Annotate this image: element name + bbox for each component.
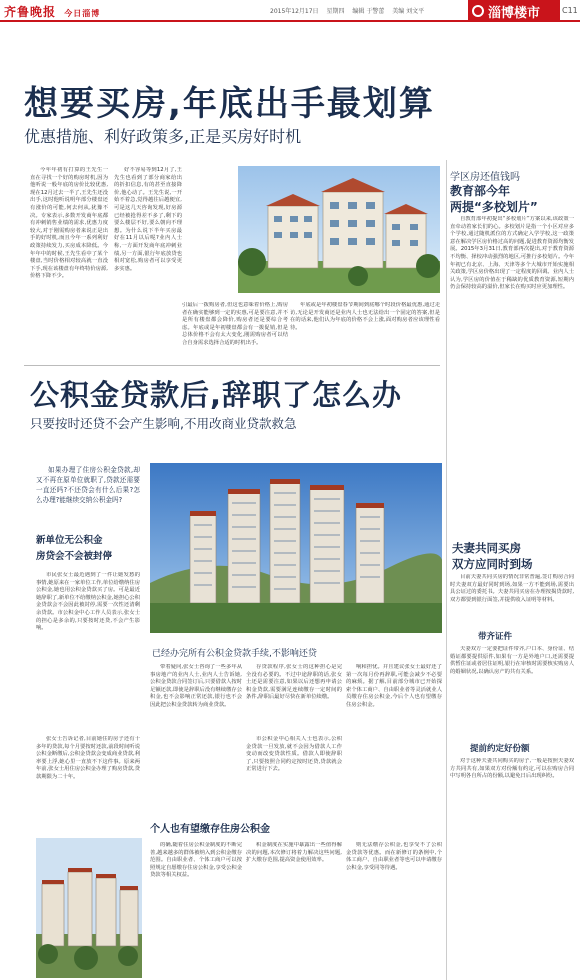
editor-credit: 编辑 于警蕾	[352, 8, 385, 15]
issue-meta	[270, 6, 430, 15]
article2-column-2: 带着疑问,张女士咨询了一些多年从事房地产的业内人士,业内人士告诉她,公积金贷款合同签订后,只要借款人按时足额还款,即使是辞职后没有继续缴存公积金,也不会影响正常还款,银行也不会因此把公积金贷款转为商业贷款。	[150, 664, 242, 708]
sidebar-divider	[446, 160, 447, 980]
article2-subhead1-line1: 新单位无公积金	[36, 535, 103, 546]
section-divider	[24, 365, 440, 366]
sidebar1-headline-line1: 教育部今年	[450, 184, 511, 198]
issue-date: 2015年12月17日	[270, 8, 319, 15]
sidebar2-section-b: 提前约定好份额	[470, 744, 530, 754]
article2-column-1: 市民张女士最近遇到了一件让她发愁的事情,她原来在一家单位工作,单位给缴纳住房公积金,她也用公积金贷款买了房。可是最近她辞职了,新单位不给缴纳公积金,她担心公积金贷款会不会因此被封停,需要一次性还清剩余贷款。市公积金中心工作人员表示,张女士的担心是多余的,只要按时还贷,不会产生影响。	[36, 572, 140, 632]
sidebar2-headline-line1: 夫妻共同买房	[452, 541, 521, 555]
article1-column-3: 引最后一拨购房者,但这也意味着价格上,购房者在确实能够到一定的实惠,可是要注意,并不是所有楼盘都会降价,购房者还是要综合考虑。年底或是年初楼盘都会有一拨促销,但是总体价格不会有太大变化,刚需购房者可以结合自身需求选择合适的时机出手。	[182, 302, 288, 346]
designer-credit: 美编 刘文平	[392, 8, 425, 15]
section-banner	[468, 0, 560, 22]
article2-subhead2: 个人也有望缴存住房公积金	[150, 824, 270, 835]
edition-name: 今日淄博	[64, 8, 101, 18]
issue-weekday: 星期四	[326, 8, 345, 15]
sidebar2-section-a: 带齐证件	[478, 632, 513, 642]
article2-column-3: 存贷款程序,张女士的这种担心是完全没有必要的。不过中途辞职的话,张女士还是需要注意,如果以后还想再申请公积金贷款,需要满足连续缴存一定时间的条件,辞职后最好尽快在新单位续缴。	[246, 664, 342, 701]
sidebar2-headline-line2: 双方应同时到场	[452, 557, 533, 571]
article2-column-5: 响和担忧。并且建议张女士最好还了第一次每月份再辞职,可能会减少不必要的麻烦。据了解,目前部分城市已开始探索个体工商户、自由职业者等灵活就业人员缴存住房公积金,今后个人也有望缴存住房公积金。	[346, 664, 442, 708]
sidebar1-kicker: 学区房还值钱吗	[450, 172, 520, 183]
sidebar2-section-b-body: 对于这种夫妻共同购买的房子,一般是按照夫妻双方共同共有,如果双方对份额有约定,可以在购房合同中写明各自所占的份额,以避免日后出现纠纷。	[450, 758, 574, 780]
article1-column-3b: 年底或是年初楼盘春节期间到底哪个时段价格最优惠,通过走访,无论是开发商还是业内人士也无法给出一个固定的答案,但是在的话来,他们认为年底的价格不会上涨,面对购房者应该理性看待。	[290, 302, 440, 331]
article2-subheadline: 只要按时还贷不会产生影响,不用改商业贷款救急	[30, 416, 297, 431]
article1-subheadline: 优惠措施、利好政策多,正是买房好时机	[24, 127, 302, 146]
article2-column-6: 的确,随着住房公积金制度的不断完善,越来越多的群体被纳入到公积金缴存范围。自由职业者、个体工商户可以按照规定自愿缴存住房公积金,享受公积金贷款等相关权益。	[150, 842, 242, 879]
article1-column-2: 好不容易等到12月了,王先生也看到了部分商家给出的折扣信息,有的甚至直接降价,他心动了。王先生说,一开始不着急,觉得越往后越便宜,可是这几天咨询发现,好房源已经被抢得差不多了,剩下的要么楼层不好,要么朝向不理想。为什么说下半年买房最好在11月以后呢?业内人士称,一方面开发商年底冲刺业绩,另一方面,银行年底放贷也相对宽松,购房者可以享受更多实惠。	[114, 167, 182, 272]
article2-lead: 如果办理了住房公积金贷款,却又不再在原单位就职了,贷款还需要一直还吗?不还贷会有什么后果?怎么办理?能继续交纳公积金吗?	[36, 466, 140, 504]
article2-column-1b: 张女士告诉记者,目前她住的房子还有十多年的贷款,每个月要按时还款,前段时间听说公积金断缴后,公积金贷款会变成商业贷款,利率要上浮,她心里一直放不下这件事。原来两年前,张女士用住房公积金办理了购房贷款,贷款期限为二十年。	[36, 736, 140, 780]
brand-logo-icon	[472, 5, 484, 17]
section-title: 淄博楼市	[488, 5, 541, 21]
paper-logo	[4, 3, 100, 20]
article2-column-7: 积金制度在实施中暴露出一些值得解决的问题,本次修订将着力解决这些问题,扩大缴存范围,提高资金使用效率。	[246, 842, 342, 864]
article1-headline: 想要买房,年底出手最划算	[24, 84, 435, 124]
article1-photo	[238, 166, 440, 293]
sidebar1-body: 自教育部年初提出“多校划片”方案以来,该政策一直牵动着家长们的心。多校划片是指一个小区对应多个学校,通过随机派位的方式确定入学学校,这一政策意在解决学区房价格过高的问题,促进教育资源均衡发展。2015年3月31日,教育部再次提出,对于教育资源不均衡、择校冲动强烈的地区,可推行多校划片。今年年初已有北京、上海、天津等多个大城市开始实施相关政策,学区房价格出现了一定程度的回调。业内人士认为,学区房的价值在于稀缺的优质教育资源,短期内仍会保持较高的溢价,但家长在购买时应更加理性。	[450, 216, 574, 291]
page-number: C11	[562, 6, 578, 15]
article2-headline: 公积金贷款后,辞职了怎么办	[30, 378, 403, 412]
article2-photo-caption: 已经办完所有公积金贷款手续,不影响还贷	[152, 649, 317, 659]
article1-column-1: 今年年初有打算的王先生一直在寻找一个好的购房时机,因为他听说一般年底的房价比较优惠,现在12月过去一半了,王先生还没出手,这时他听说明年部分楼盘还有涨价的可能,何去何从,犹豫不决。专家表示,多数开发商年底都有冲刺销售业绩的需求,优惠力度较大,对于刚需购房者来说正是出手的好时机,而且今年一系列利好政策持续发力,买房成本降低。今年年中的时候,王先生看中了某个楼盘,当时价格相对较高就一直没下手,现在该楼盘有年终特价房源,价格下降不少。	[30, 167, 108, 280]
article2-photo	[150, 463, 442, 633]
sidebar2-body: 目前夫妻共同买房的情况非常普遍,签订购房合同时夫妻双方最好同时到场,如果一方不能到场,需要出具公证过的委托书。夫妻共同买房在办理按揭贷款时,双方都要到银行面签,并提供收入证明等材料。	[450, 574, 574, 603]
article2-photo-small	[36, 838, 142, 978]
sidebar1-headline-line2: 两提“多校划片”	[450, 200, 538, 214]
paper-name: 齐鲁晚报	[4, 5, 57, 19]
article2-subhead1-line2: 房贷会不会被封停	[36, 551, 113, 562]
article2-column-4: 市公积金中心相关人士也表示,公积金贷款一旦发放,就不会因为借款人工作变动而改变贷款性质。借款人即使辞职了,只要按照合同约定按时还贷,贷款就会正常进行下去。	[246, 736, 342, 773]
sidebar2-section-a-body: 夫妻双方一定要把证件带齐,户口本、身份证、结婚证都要提供原件,如果有一方是外地户口,还需要提供暂住证或者居住证明,银行在审核时需要核实购房人的婚姻状况,以确认房产的共有关系。	[450, 646, 574, 675]
article2-column-8: 则无法缴存公积金,也享受不了公积金贷款等优惠。而在新修订的条例中,个体工商户、自由职业者等也可以申请缴存公积金,享受同等待遇。	[346, 842, 442, 871]
